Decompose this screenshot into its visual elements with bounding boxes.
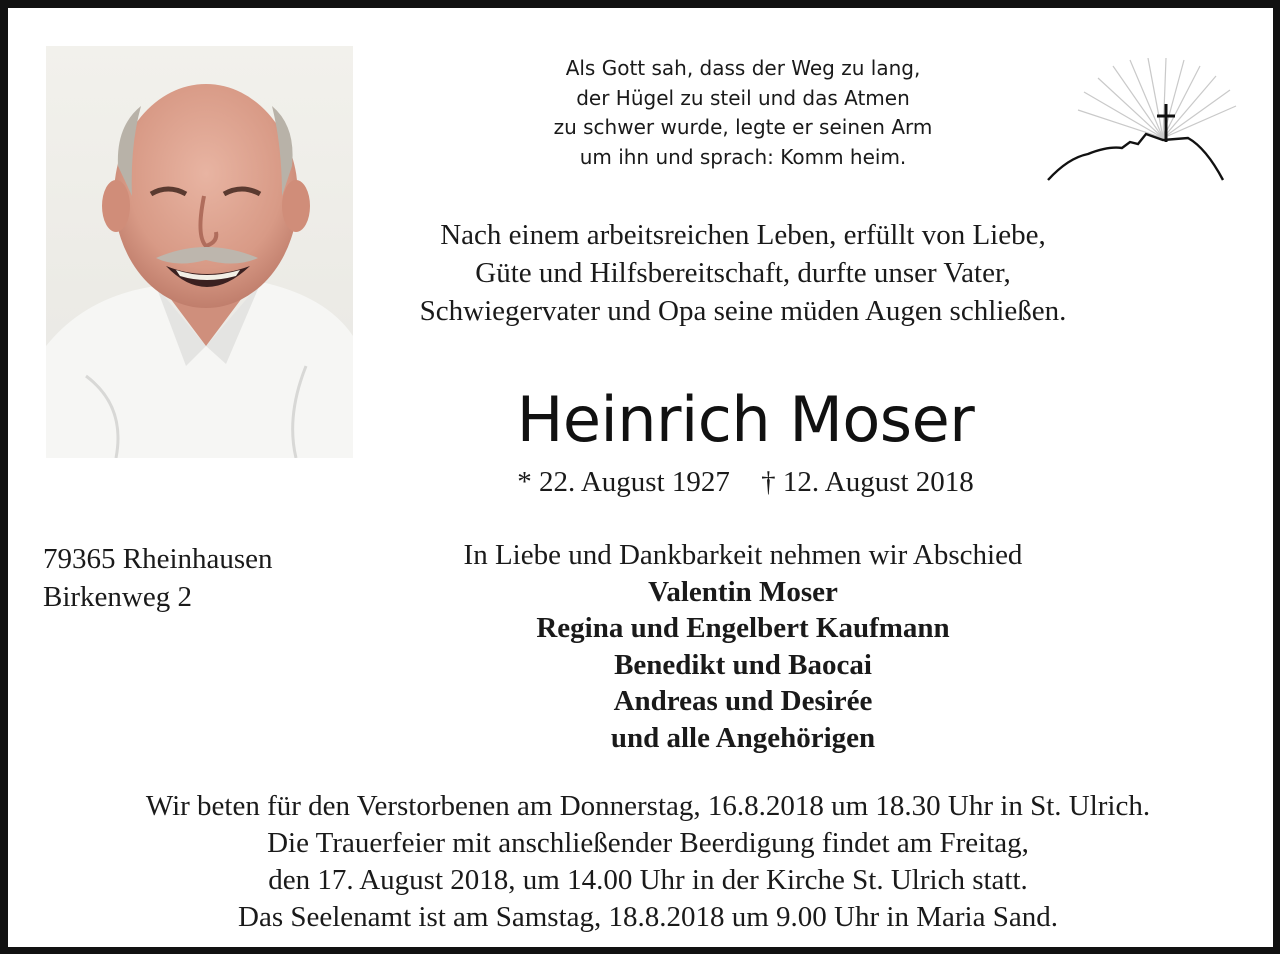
farewell-intro: In Liebe und Dankbarkeit nehmen wir Abschied xyxy=(463,539,1023,571)
address xyxy=(43,540,363,616)
mourner-name: und alle Angehörigen xyxy=(610,721,876,754)
intro-line: Güte und Hilfsbereitschaft, durfte unser Vater, xyxy=(475,257,1011,289)
service-line: Das Seelenamt ist am Samstag, 18.8.2018 um 9.00 Uhr in Maria Sand. xyxy=(238,901,1058,933)
poem-line: der Hügel zu steil und das Atmen xyxy=(576,85,910,110)
life-dates xyxy=(438,464,1053,500)
address-line: Birkenweg 2 xyxy=(43,581,192,613)
service-line: Die Trauerfeier mit anschließender Beerdigung findet am Freitag, xyxy=(267,827,1029,859)
poem-line: um ihn und sprach: Komm heim. xyxy=(579,144,907,169)
service-line: den 17. August 2018, um 14.00 Uhr in der Kirche St. Ulrich statt. xyxy=(268,864,1028,896)
poem-line: zu schwer wurde, legte er seinen Arm xyxy=(553,115,933,139)
farewell-block xyxy=(378,537,1108,756)
intro-line: Schwiegervater und Opa seine müden Augen schließen. xyxy=(419,295,1067,327)
poem-line: Als Gott sah, dass der Weg zu lang, xyxy=(565,56,921,80)
service-line: Wir beten für den Verstorbenen am Donnerstag, 16.8.2018 um 18.30 Uhr in St. Ulrich. xyxy=(145,790,1151,822)
birth-date: * 22. August 1927 xyxy=(517,466,730,498)
mourner-name: Andreas und Desirée xyxy=(613,685,873,717)
service-details xyxy=(48,788,1248,936)
portrait-illustration xyxy=(46,46,353,458)
deceased-name: Heinrich Moser xyxy=(516,383,975,456)
mountain-cross-icon xyxy=(1038,58,1238,188)
address-line: 79365 Rheinhausen xyxy=(43,543,273,575)
poem xyxy=(478,54,1008,172)
mourner-name: Benedikt und Baocai xyxy=(614,648,872,681)
portrait-photo xyxy=(46,46,353,458)
intro-line: Nach einem arbeitsreichen Leben, erfüllt von Liebe, xyxy=(440,219,1046,251)
intro-text xyxy=(338,216,1148,330)
mourner-name: Regina und Engelbert Kaufmann xyxy=(536,612,950,644)
mourner-name: Valentin Moser xyxy=(648,575,838,608)
death-date: † 12. August 2018 xyxy=(761,466,974,498)
